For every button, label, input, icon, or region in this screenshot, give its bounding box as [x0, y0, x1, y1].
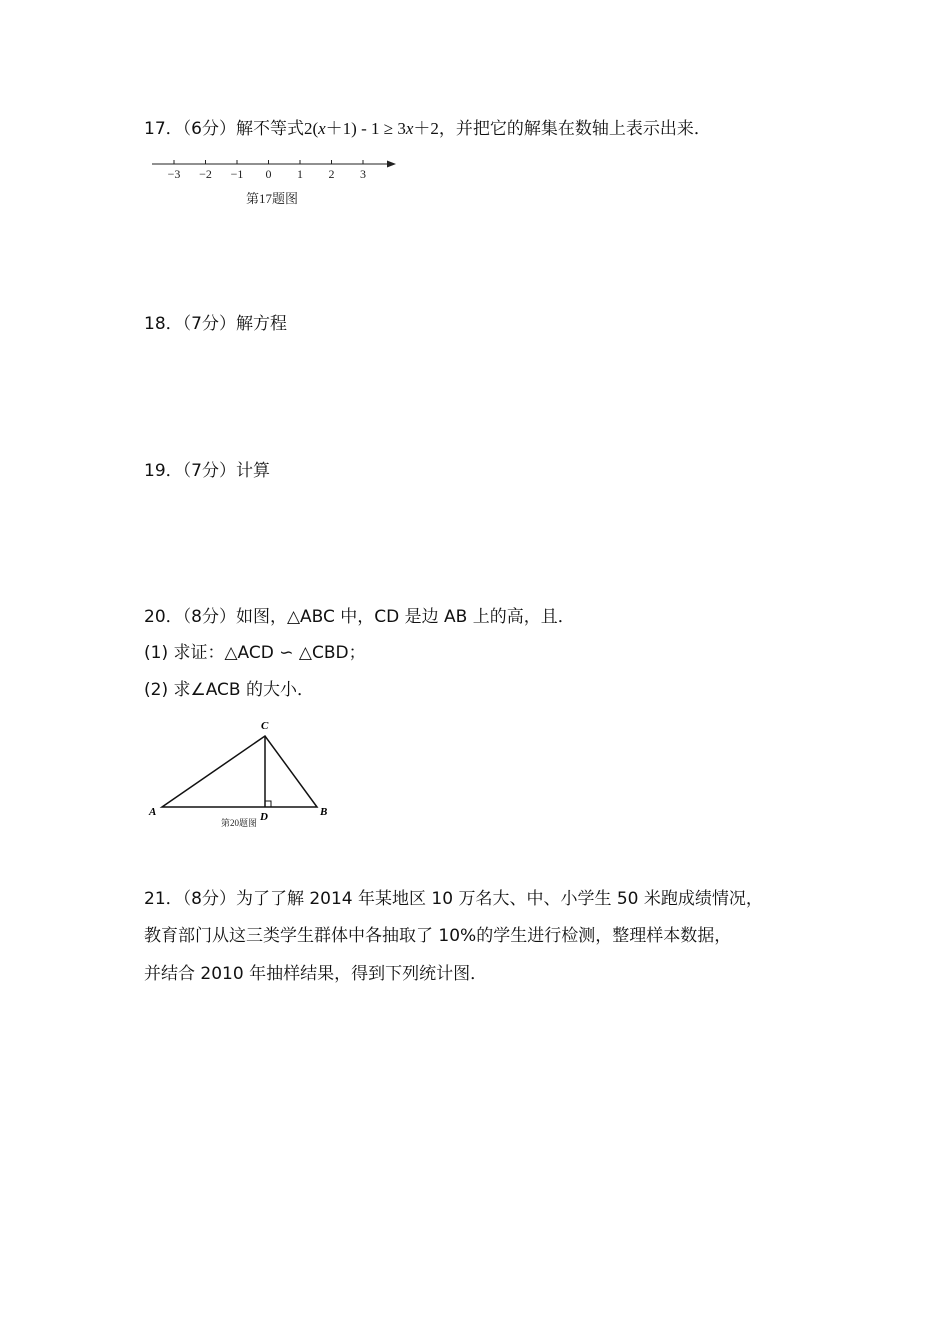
triangle-abc: [162, 736, 317, 807]
number-line-tick-label: 1: [297, 167, 303, 181]
number-line-tick-label: −1: [230, 167, 244, 181]
q21-line2: 教育部门从这三类学生群体中各抽取了 10%的学生进行检测，整理样本数据，: [144, 926, 732, 946]
question-20: [144, 606, 575, 628]
q20-part2: (2) 求∠ACB 的大小．: [144, 680, 314, 700]
question-20-part-1: [144, 642, 366, 664]
q17-var-x1: x: [318, 119, 326, 138]
number-line-tick-label: 2: [328, 167, 335, 181]
question-21-line-3: [144, 963, 487, 985]
number-line-tick-label: 0: [265, 167, 272, 181]
triangle-caption: 第20题图: [220, 818, 258, 828]
question-20-part-2: [144, 679, 314, 701]
q17-expr-c: ＋2: [413, 119, 439, 138]
number-line-caption: 第17题图: [245, 191, 299, 206]
q17-suffix: ，并把它的解集在数轴上表示出来．: [438, 119, 711, 139]
q20-part1: (1) 求证：△ACD ∽ △CBD；: [144, 643, 366, 663]
label-a: A: [149, 806, 157, 818]
q17-expr-a: 2(: [303, 119, 319, 138]
number-line-arrow: [387, 161, 396, 168]
question-18: [144, 313, 287, 335]
q18-text: 18．（7分）解方程: [144, 314, 287, 334]
label-d: D: [260, 811, 268, 823]
number-line-tick-label: −2: [199, 167, 212, 181]
question-21-line-1: [144, 888, 763, 910]
question-17: [144, 118, 711, 140]
q17-prefix: 17．（6分）解不等式: [144, 119, 304, 139]
q21-line1: 21．（8分）为了了解 2014 年某地区 10 万名大、中、小学生 50 米跑成绩情况，: [144, 889, 763, 909]
triangle-figure: [140, 714, 340, 834]
label-c: C: [261, 720, 269, 732]
question-21-line-2: [144, 925, 731, 947]
right-angle-mark: [265, 801, 271, 807]
number-line-figure: [148, 152, 408, 212]
q19-text: 19．（7分）计算: [144, 461, 270, 481]
question-19: [144, 460, 270, 482]
q21-line3: 并结合 2010 年抽样结果，得到下列统计图．: [144, 964, 488, 984]
number-line-tick-label: 3: [360, 167, 366, 181]
q20-text: 20．（8分）如图，△ABC 中，CD 是边 AB 上的高，且．: [144, 607, 575, 627]
number-line-tick-label: −3: [167, 167, 181, 181]
q17-var-x2: x: [405, 119, 414, 138]
label-b: B: [320, 806, 328, 818]
q17-expr-b: ＋1) - 1 ≥ 3: [325, 119, 406, 138]
